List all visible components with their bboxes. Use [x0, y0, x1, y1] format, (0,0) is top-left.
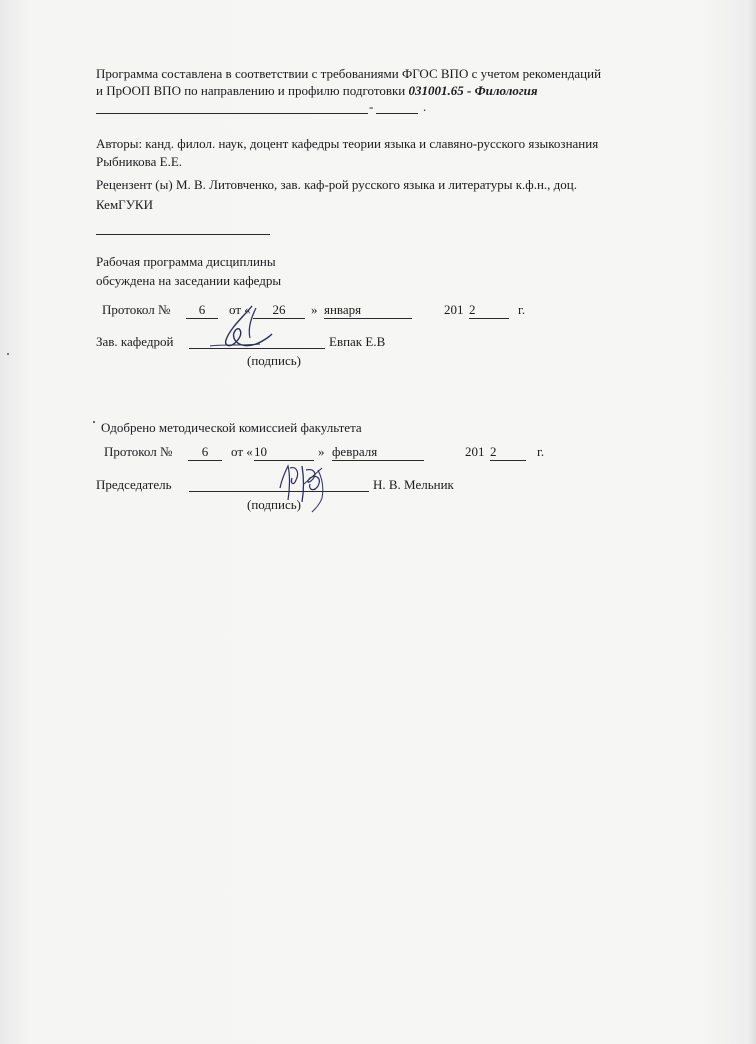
comm-month: февраля	[332, 444, 424, 461]
dept-close-quote: »	[311, 302, 318, 317]
head-name: Евпак Е.В	[329, 334, 386, 349]
head-signature-line	[189, 348, 325, 349]
comm-close-quote: »	[318, 444, 325, 459]
commission-approved: Одобрено методической комиссией факультета	[101, 420, 362, 435]
header-dot: .	[423, 99, 427, 114]
header-line-2	[96, 83, 538, 99]
header-line-1: Программа составлена в соответствии с требованиями ФГОС ВПО с учетом рекомендаций	[96, 66, 602, 81]
comm-protocol-number: 6	[188, 444, 222, 461]
comm-year-digit: 2	[490, 444, 526, 461]
authors-underline	[96, 234, 270, 235]
scan-speck	[93, 421, 95, 423]
dept-from-label: от «	[229, 302, 251, 317]
dept-protocol-label: Протокол №	[102, 302, 171, 317]
department-line-1: Рабочая программа дисциплины	[96, 254, 276, 269]
reviewer-org: КемГУКИ	[96, 197, 153, 212]
dept-month: января	[324, 302, 412, 319]
chair-signature-line	[189, 491, 369, 492]
comm-year-prefix: 201	[465, 444, 485, 459]
header-direction-text: и ПрООП ВПО по направлению и профилю подготовки	[96, 83, 409, 98]
blank-line-profile-2	[376, 113, 418, 114]
head-label: Зав. кафедрой	[96, 334, 174, 349]
comm-protocol-label: Протокол №	[104, 444, 173, 459]
program-code: 031001.65 - Филология	[408, 83, 538, 98]
dept-day: 26	[253, 302, 305, 319]
dept-protocol-number: 6	[186, 302, 218, 319]
dept-year-digit: 2	[469, 302, 509, 319]
chair-signature-caption: (подпись)	[247, 497, 301, 512]
blank-line-profile	[96, 113, 368, 114]
dept-year-prefix: 201	[444, 302, 464, 317]
page-edge-shadow	[748, 0, 756, 1044]
chair-name: Н. В. Мельник	[373, 477, 454, 492]
chair-label: Председатель	[96, 477, 172, 492]
head-signature-caption: (подпись)	[247, 353, 301, 368]
reviewer-line: Рецензент (ы) М. В. Литовченко, зав. каф-рой русского языка и литературы к.ф.н., доц.	[96, 177, 577, 192]
department-line-2: обсуждена на заседании кафедры	[96, 273, 282, 288]
header-dash: -	[369, 99, 374, 114]
dept-year-suffix: г.	[518, 302, 526, 317]
authors-name: Рыбникова Е.Е.	[96, 154, 183, 169]
comm-day: 10	[254, 444, 314, 461]
authors-line: Авторы: канд. филол. наук, доцент кафедры теории языка и славяно-русского языкознания	[96, 136, 599, 151]
comm-year-suffix: г.	[537, 444, 545, 459]
comm-from-label: от «	[231, 444, 253, 459]
scan-speck	[7, 353, 9, 355]
